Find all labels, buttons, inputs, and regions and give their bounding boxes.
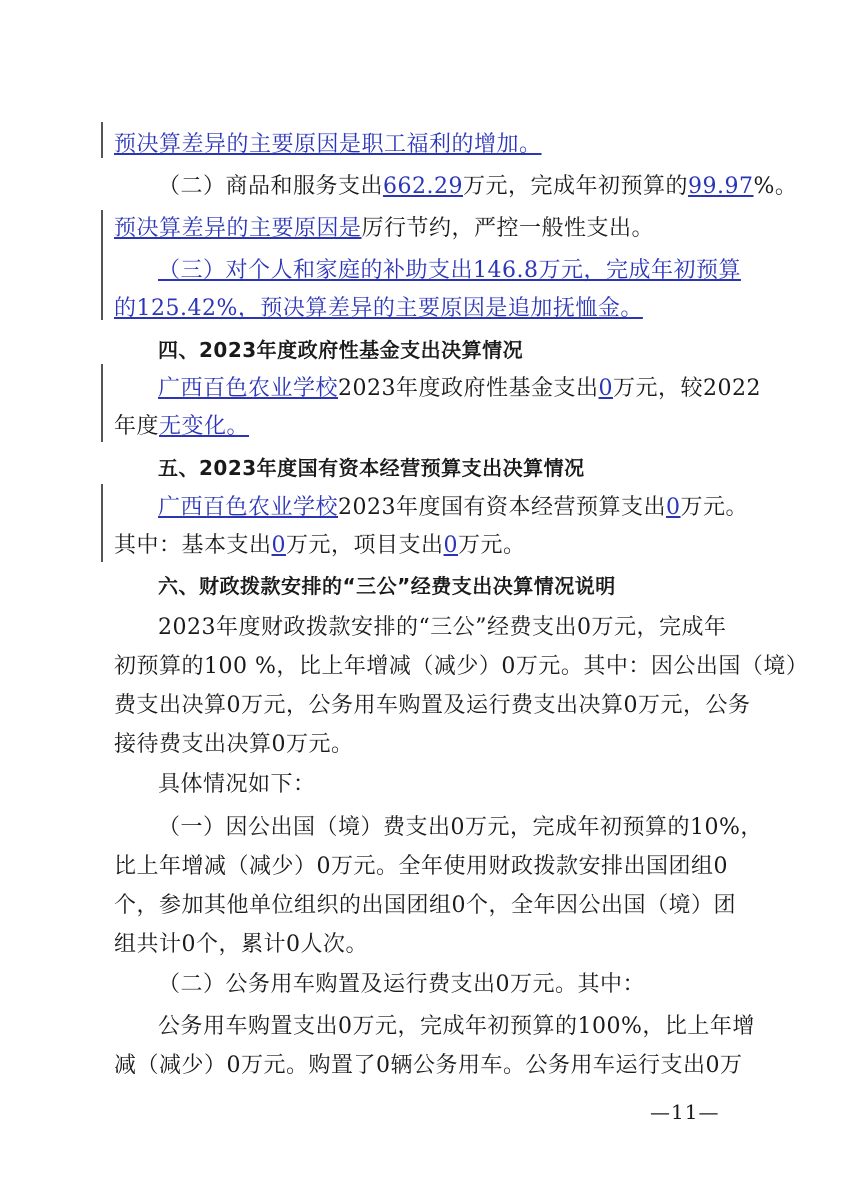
paragraph-line: 具体情况如下：	[158, 772, 316, 797]
paragraph-line: 费支出决算0万元，公务用车购置及运行费支出决算0万元，公务	[114, 693, 751, 718]
paragraph-line: 公务用车购置支出0万元，完成年初预算的100%，比上年增	[158, 1014, 755, 1039]
text-span: 2023年度政府性基金支出	[338, 376, 599, 401]
paragraph-line	[158, 493, 754, 523]
paragraph-line	[158, 256, 754, 286]
revised-text: 0	[271, 533, 287, 558]
revision-bar	[101, 484, 103, 562]
text-span: 万元。	[458, 533, 526, 558]
paragraph-line	[114, 214, 754, 244]
revision-bar	[101, 122, 103, 158]
revision-bar	[101, 364, 103, 442]
revised-text: 广西百色农业学校	[158, 376, 339, 401]
paragraph-line	[114, 130, 754, 160]
paragraph-line: 减（减少）0万元。购置了0辆公务用车。公务用车运行支出0万	[114, 1053, 743, 1078]
text-span: %。	[753, 174, 798, 199]
revised-text: 0	[666, 495, 681, 520]
paragraph-line: 初预算的100 %，比上年增减（减少）0万元。其中：因公出国（境）	[114, 654, 809, 679]
revised-text: 无变化。	[159, 414, 250, 439]
paragraph-line	[114, 531, 754, 561]
revised-text: （三）对个人和家庭的补助支出146.8万元，完成年初预算	[158, 258, 741, 283]
page-number: —11—	[650, 1100, 720, 1124]
paragraph-line: 个，参加其他单位组织的出国团组0个，全年因公出国（境）团	[114, 893, 736, 918]
revised-text: 的125.42%，预决算差异的主要原因是追加抚恤金。	[114, 296, 643, 321]
revised-text: 预决算差异的主要原因是职工福利的增加。	[114, 132, 542, 157]
paragraph-line: 接待费支出决算0万元。	[114, 732, 354, 757]
paragraph-line	[114, 412, 754, 442]
revision-bar	[101, 210, 103, 320]
text-span: 万元，项目支出	[286, 533, 444, 558]
section-heading: 四、2023年度政府性基金支出决算情况	[158, 338, 524, 362]
revised-text: 预决算差异的主要原因是	[114, 216, 362, 241]
text-span: 万元。	[680, 495, 749, 520]
paragraph-line	[158, 172, 798, 202]
text-span: 万元，较2022	[613, 376, 762, 401]
text-span: （二）商品和服务支出	[158, 174, 384, 199]
revised-text: 662.29	[383, 174, 463, 199]
revised-text: 99.97	[688, 174, 754, 199]
revised-text: 0	[443, 533, 459, 558]
paragraph-line: 组共计0个，累计0人次。	[114, 932, 368, 957]
text-span: 其中：基本支出	[114, 533, 272, 558]
paragraph-line: （一）因公出国（境）费支出0万元，完成年初预算的10%，	[158, 815, 763, 840]
revised-text: 广西百色农业学校	[158, 495, 339, 520]
section-heading: 五、2023年度国有资本经营预算支出决算情况	[158, 456, 585, 480]
paragraph-line	[158, 374, 762, 404]
paragraph-line: （二）公务用车购置及运行费支出0万元。其中：	[158, 972, 645, 997]
paragraph-line: 2023年度财政拨款安排的“三公”经费支出0万元，完成年	[158, 615, 727, 640]
text-span: 2023年度国有资本经营预算支出	[338, 495, 667, 520]
section-heading: 六、财政拨款安排的“三公”经费支出决算情况说明	[158, 574, 616, 598]
paragraph-line	[114, 294, 754, 324]
text-span: 厉行节约，严控一般性支出。	[361, 216, 655, 241]
paragraph-line: 比上年增减（减少）0万元。全年使用财政拨款安排出国团组0	[114, 854, 728, 879]
revised-text: 0	[598, 376, 614, 401]
text-span: 年度	[114, 414, 160, 439]
text-span: 万元，完成年初预算的	[463, 174, 689, 199]
